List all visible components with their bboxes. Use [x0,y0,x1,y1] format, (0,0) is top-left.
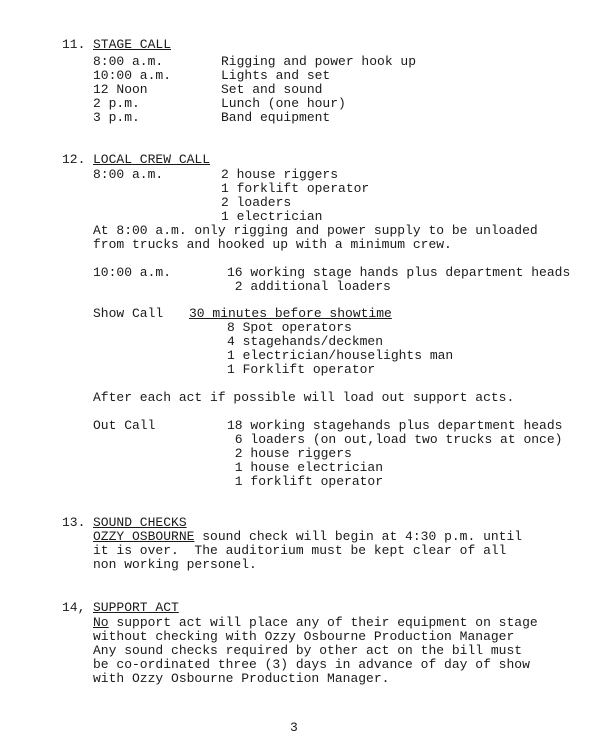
out-call-item: 1 house electrician [227,460,384,475]
section-11-title: STAGE CALL [93,37,172,52]
crew-call-item: 1 forklift operator [221,181,370,196]
support-act-line: without checking with Ozzy Osbourne Production Manager [93,629,515,644]
section-12-title: LOCAL CREW CALL [93,152,211,167]
stage-call-task: Rigging and power hook up [221,54,417,69]
show-call-time: 30 minutes before showtime [189,306,392,321]
out-call-item: 6 loaders (on out,load two trucks at once) [227,432,563,447]
crew-call-time: 8:00 a.m. [93,167,164,182]
sound-check-lead: OZZY OSBOURNE [93,529,195,544]
stage-call-time: 8:00 a.m. [93,54,164,69]
section-14-number: 14, [62,600,86,615]
stage-call-time: 2 p.m. [93,96,140,111]
section-14-title: SUPPORT ACT [93,600,179,615]
section-13-title: SOUND CHECKS [93,515,187,530]
second-call-time: 10:00 a.m. [93,265,172,280]
sound-check-line: it is over. The auditorium must be kept clear of all [93,543,507,558]
page-number: 3 [290,720,298,735]
show-call-item: 4 stagehands/deckmen [227,334,384,349]
section-12-number: 12. [62,152,86,167]
support-act-lead: No [93,615,109,630]
out-call-item: 2 house riggers [227,446,352,461]
crew-call-item: 2 house riggers [221,167,339,182]
sound-check-text: sound check will begin at 4:30 p.m. until [194,529,523,544]
stage-call-time: 12 Noon [93,82,148,97]
show-call-item: 1 Forklift operator [227,362,376,377]
after-act-note: After each act if possible will load out support acts. [93,390,515,405]
stage-call-time: 3 p.m. [93,110,140,125]
show-call-label: Show Call [93,306,164,321]
support-act-line: Any sound checks required by other act on the bill must [93,643,523,658]
support-act-line: be co-ordinated three (3) days in advance of day of show [93,657,530,672]
section-11-number: 11. [62,37,86,52]
out-call-item: 18 working stagehands plus department heads [227,418,563,433]
stage-call-task: Lunch (one hour) [221,96,346,111]
sound-check-line: non working personel. [93,557,257,572]
stage-call-task: Set and sound [221,82,323,97]
stage-call-task: Band equipment [221,110,331,125]
second-call-item: 16 working stage hands plus department heads [227,265,571,280]
support-act-line: with Ozzy Osbourne Production Manager. [93,671,390,686]
show-call-item: 1 electrician/houselights man [227,348,454,363]
crew-call-item: 2 loaders [221,195,292,210]
crew-call-item: 1 electrician [221,209,323,224]
out-call-item: 1 forklift operator [227,474,384,489]
out-call-label: Out Call [93,418,156,433]
crew-call-note: from trucks and hooked up with a minimum crew. [93,237,452,252]
show-call-item: 8 Spot operators [227,320,352,335]
support-act-text: support act will place any of their equipment on stage [108,615,538,630]
second-call-item: 2 additional loaders [227,279,391,294]
section-13-number: 13. [62,515,86,530]
stage-call-time: 10:00 a.m. [93,68,172,83]
stage-call-task: Lights and set [221,68,331,83]
crew-call-note: At 8:00 a.m. only rigging and power supply to be unloaded [93,223,538,238]
